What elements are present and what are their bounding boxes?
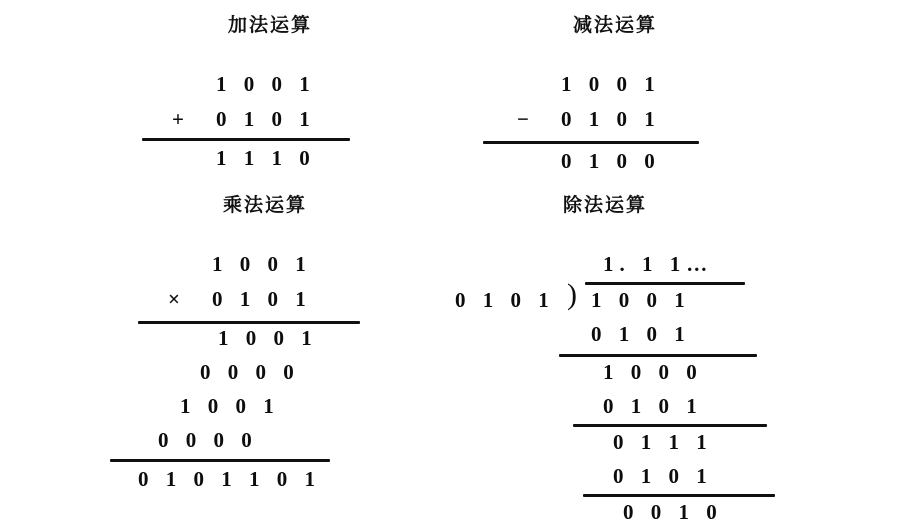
multiplication-partial-4: 0 0 0 0 [158,428,258,452]
multiplication-result: 0 1 0 1 1 0 1 [138,467,321,491]
multiplication-operand-1: 1 0 0 1 [212,252,312,276]
division-step-1: 0 1 0 1 [591,322,691,346]
division-step-5: 0 1 0 1 [613,464,713,488]
addition-operator: + [172,107,184,131]
addition-result: 1 1 1 0 [216,146,316,170]
addition-panel [120,10,420,170]
division-divisor: 0 1 0 1 [455,288,555,312]
addition-title: 加法运算 [227,14,312,36]
subtraction-title: 减法运算 [572,14,657,36]
division-step-3: 0 1 0 1 [603,394,703,418]
division-remainder: 0 0 1 0 [623,500,723,524]
subtraction-divider [483,141,699,144]
addition-operand-2: 0 1 0 1 [216,107,316,131]
division-panel [455,190,795,524]
multiplication-divider-top [138,321,360,324]
multiplication-partial-3: 1 0 0 1 [180,394,280,418]
multiplication-panel [110,190,420,491]
subtraction-operator: − [517,107,529,131]
addition-divider [142,138,350,141]
addition-operand-1: 1 0 0 1 [216,72,316,96]
division-step-2: 1 0 0 0 [603,360,703,384]
subtraction-result: 0 1 0 0 [561,149,661,173]
division-dividend: 1 0 0 1 [591,288,691,312]
division-step-4: 0 1 1 1 [613,430,713,454]
multiplication-divider-bottom [110,459,330,462]
multiplication-partial-1: 1 0 0 1 [218,326,318,350]
multiplication-operand-2: 0 1 0 1 [212,287,312,311]
division-divider-2 [573,424,767,427]
subtraction-operand-2: 0 1 0 1 [561,107,661,131]
subtraction-panel [465,10,765,173]
subtraction-operand-1: 1 0 0 1 [561,72,661,96]
division-quotient-bar [585,282,745,285]
division-title: 除法运算 [562,194,647,216]
division-bracket-icon: ) [567,278,577,311]
multiplication-partial-2: 0 0 0 0 [200,360,300,384]
division-divider-1 [559,354,757,357]
division-quotient: 1. 1 1… [603,252,714,276]
multiplication-operator: × [168,287,180,311]
division-divider-3 [583,494,775,497]
multiplication-title: 乘法运算 [222,194,307,216]
